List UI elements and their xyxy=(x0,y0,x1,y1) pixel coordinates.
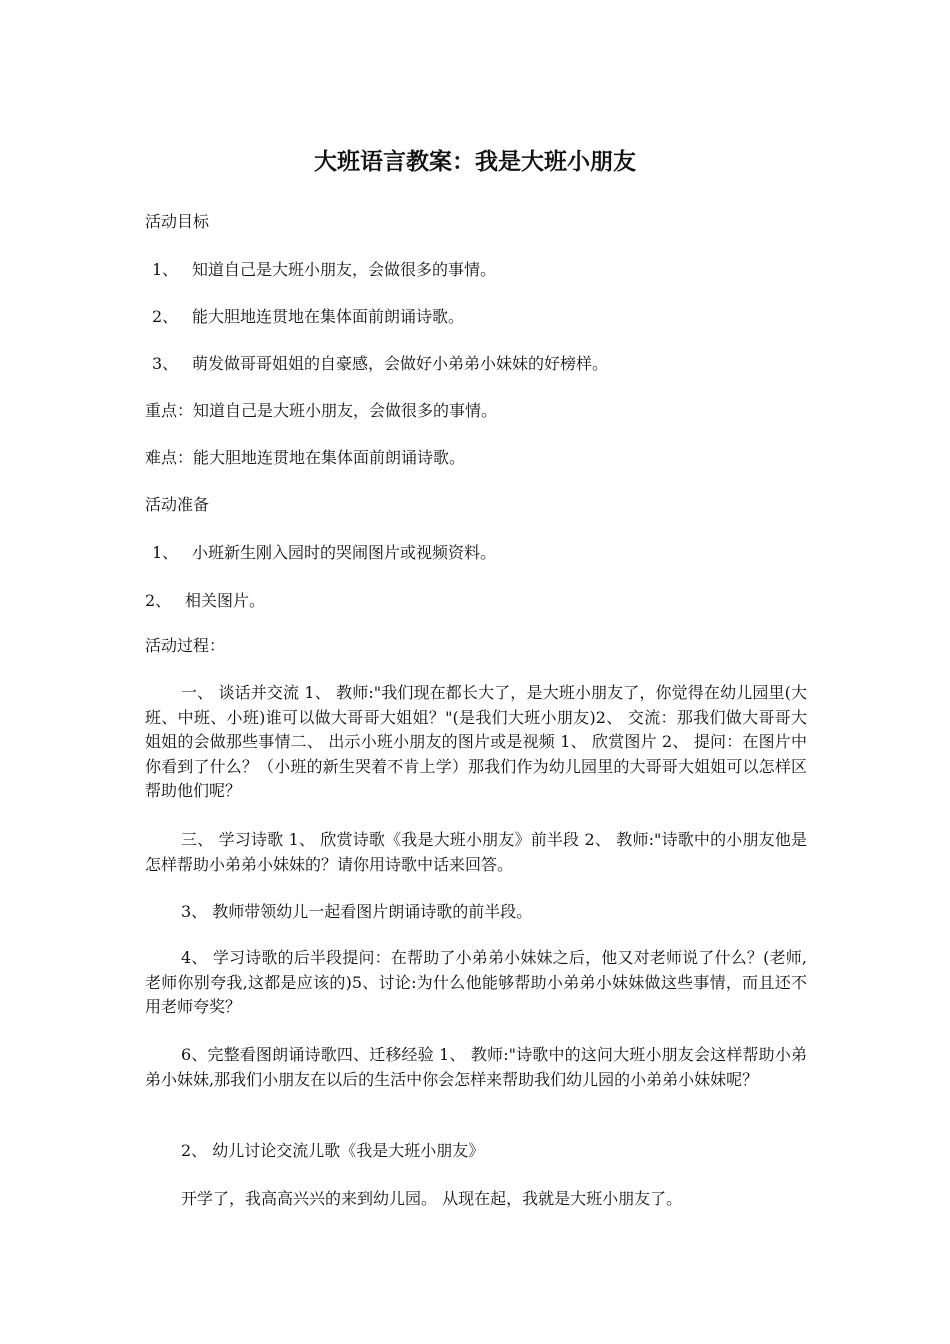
difficulty-point: 难点：能大胆地连贯地在集体面前朗诵诗歌。 xyxy=(145,448,466,467)
prep-item xyxy=(152,541,496,565)
goal-text: 萌发做哥哥姐姐的自豪感，会做好小弟弟小妹妹的好榜样。 xyxy=(192,354,609,373)
process-paragraph: 一、 谈话并交流 1、 教师:"我们现在都长大了，是大班小朋友了，你觉得在幼儿园里(大班、中班、小班)谁可以做大哥哥大姐姐？"(是我们大班小朋友)2、 交流：那我们做大哥哥大姐姐的会做那些事情二、 出示小班小朋友的图片或是视频 1、 欣赏图片 2、 提问：在图片中你看到了什么？（小班的新生哭着不肯上学）那我们作为幼儿园里的大哥哥大姐姐可以怎样区帮助他们呢？ xyxy=(145,683,807,800)
process-paragraph: 4、 学习诗歌的后半段提问：在帮助了小弟弟小妹妹之后，他又对老师说了什么？(老师,老师你别夸我,这都是应该的)5、讨论:为什么他能够帮助小弟弟小妹妹做这些事情，而且还不用老师夸奖？ xyxy=(145,948,807,1016)
process-paragraph: 开学了，我高高兴兴的来到幼儿园。 从现在起，我就是大班小朋友了。 xyxy=(181,1189,683,1208)
goal-text: 能大胆地连贯地在集体面前朗诵诗歌。 xyxy=(192,307,465,326)
goal-number: 1、 xyxy=(152,260,179,279)
process-heading: 活动过程： xyxy=(145,636,226,655)
prep-heading: 活动准备 xyxy=(145,495,210,514)
goal-text: 知道自己是大班小朋友，会做很多的事情。 xyxy=(192,260,497,279)
prep-item xyxy=(145,589,265,613)
process-paragraph: 6、完整看图朗诵诗歌四、迁移经验 1、 教师:"诗歌中的这问大班小朋友会这样帮助小弟弟小妹妹,那我们小朋友在以后的生活中你会怎样来帮助我们幼儿园的小弟弟小妹妹呢？ xyxy=(145,1045,807,1089)
goal-number: 3、 xyxy=(152,354,179,373)
prep-number: 2、 xyxy=(145,591,172,610)
key-point: 重点：知道自己是大班小朋友，会做很多的事情。 xyxy=(145,401,498,420)
prep-text: 相关图片。 xyxy=(185,591,266,610)
process-paragraph: 三、 学习诗歌 1、 欣赏诗歌《我是大班小朋友》前半段 2、 教师:"诗歌中的小朋友他是怎样帮助小弟弟小妹妹的？请你用诗歌中话来回答。 xyxy=(145,830,807,874)
goal-item xyxy=(152,352,608,376)
prep-text: 小班新生刚入园时的哭闹图片或视频资料。 xyxy=(192,543,497,562)
goal-item xyxy=(152,258,496,282)
goal-item xyxy=(152,305,464,329)
goal-number: 2、 xyxy=(152,307,179,326)
goals-heading: 活动目标 xyxy=(145,212,210,231)
process-paragraph: 2、 幼儿讨论交流儿歌《我是大班小朋友》 xyxy=(181,1141,485,1160)
prep-number: 1、 xyxy=(152,543,179,562)
process-paragraph: 3、 教师带领幼儿一起看图片朗诵诗歌的前半段。 xyxy=(181,902,533,921)
document-title: 大班语言教案：我是大班小朋友 xyxy=(314,149,636,175)
